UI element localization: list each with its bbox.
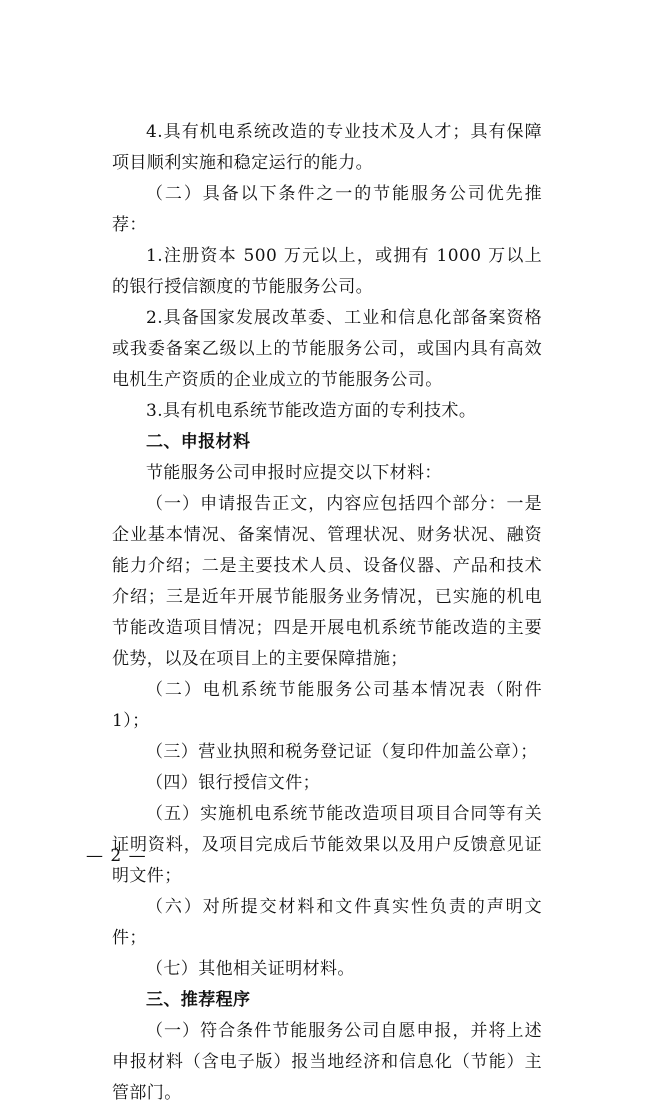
paragraph-material-1: （一）申请报告正文，内容应包括四个部分：一是企业基本情况、备案情况、管理状况、财务状况、融资能力介绍；二是主要技术人员、设备仪器、产品和技术介绍；三是近年开展节能服务业务情况，已实施的机电节能改造项目情况；四是开展电机系统节能改造的主要优势，以及在项目上的主要保障措施； [112, 494, 542, 669]
paragraph-material-4: （四）银行授信文件； [146, 773, 320, 793]
paragraph-materials-intro: 节能服务公司申报时应提交以下材料： [146, 463, 442, 483]
paragraph-material-3: （三）营业执照和税务登记证（复印件加盖公章）； [146, 742, 538, 762]
paragraph-priority-1: 1.注册资本 500 万元以上，或拥有 1000 万以上的银行授信额度的节能服务公司。 [112, 246, 542, 297]
document-body [112, 117, 542, 1109]
page-number: — 2 — [86, 846, 147, 866]
paragraph-priority-3: 3.具有机电系统节能改造方面的专利技术。 [146, 401, 477, 421]
paragraph-qualification-4: 4.具有机电系统改造的专业技术及人才；具有保障项目顺利实施和稳定运行的能力。 [112, 122, 542, 173]
paragraph-material-7: （七）其他相关证明材料。 [146, 959, 355, 979]
paragraph-priority-2: 2.具备国家发展改革委、工业和信息化部备案资格或我委备案乙级以上的节能服务公司，或国内具有高效电机生产资质的企业成立的节能服务公司。 [112, 308, 542, 390]
paragraph-material-6: （六）对所提交材料和文件真实性负责的声明文件； [112, 897, 542, 948]
paragraph-priority-conditions: （二）具备以下条件之一的节能服务公司优先推荐： [112, 184, 542, 235]
paragraph-procedure-1: （一）符合条件节能服务公司自愿申报，并将上述申报材料（含电子版）报当地经济和信息化（节能）主管部门。 [112, 1021, 542, 1103]
section-heading-procedure: 三、推荐程序 [146, 990, 251, 1010]
paragraph-material-5: （五）实施机电系统节能改造项目项目合同等有关证明资料，及项目完成后节能效果以及用户反馈意见证明文件； [112, 804, 542, 886]
section-heading-materials: 二、申报材料 [146, 432, 251, 452]
paragraph-material-2: （二）电机系统节能服务公司基本情况表（附件1）； [112, 680, 542, 731]
